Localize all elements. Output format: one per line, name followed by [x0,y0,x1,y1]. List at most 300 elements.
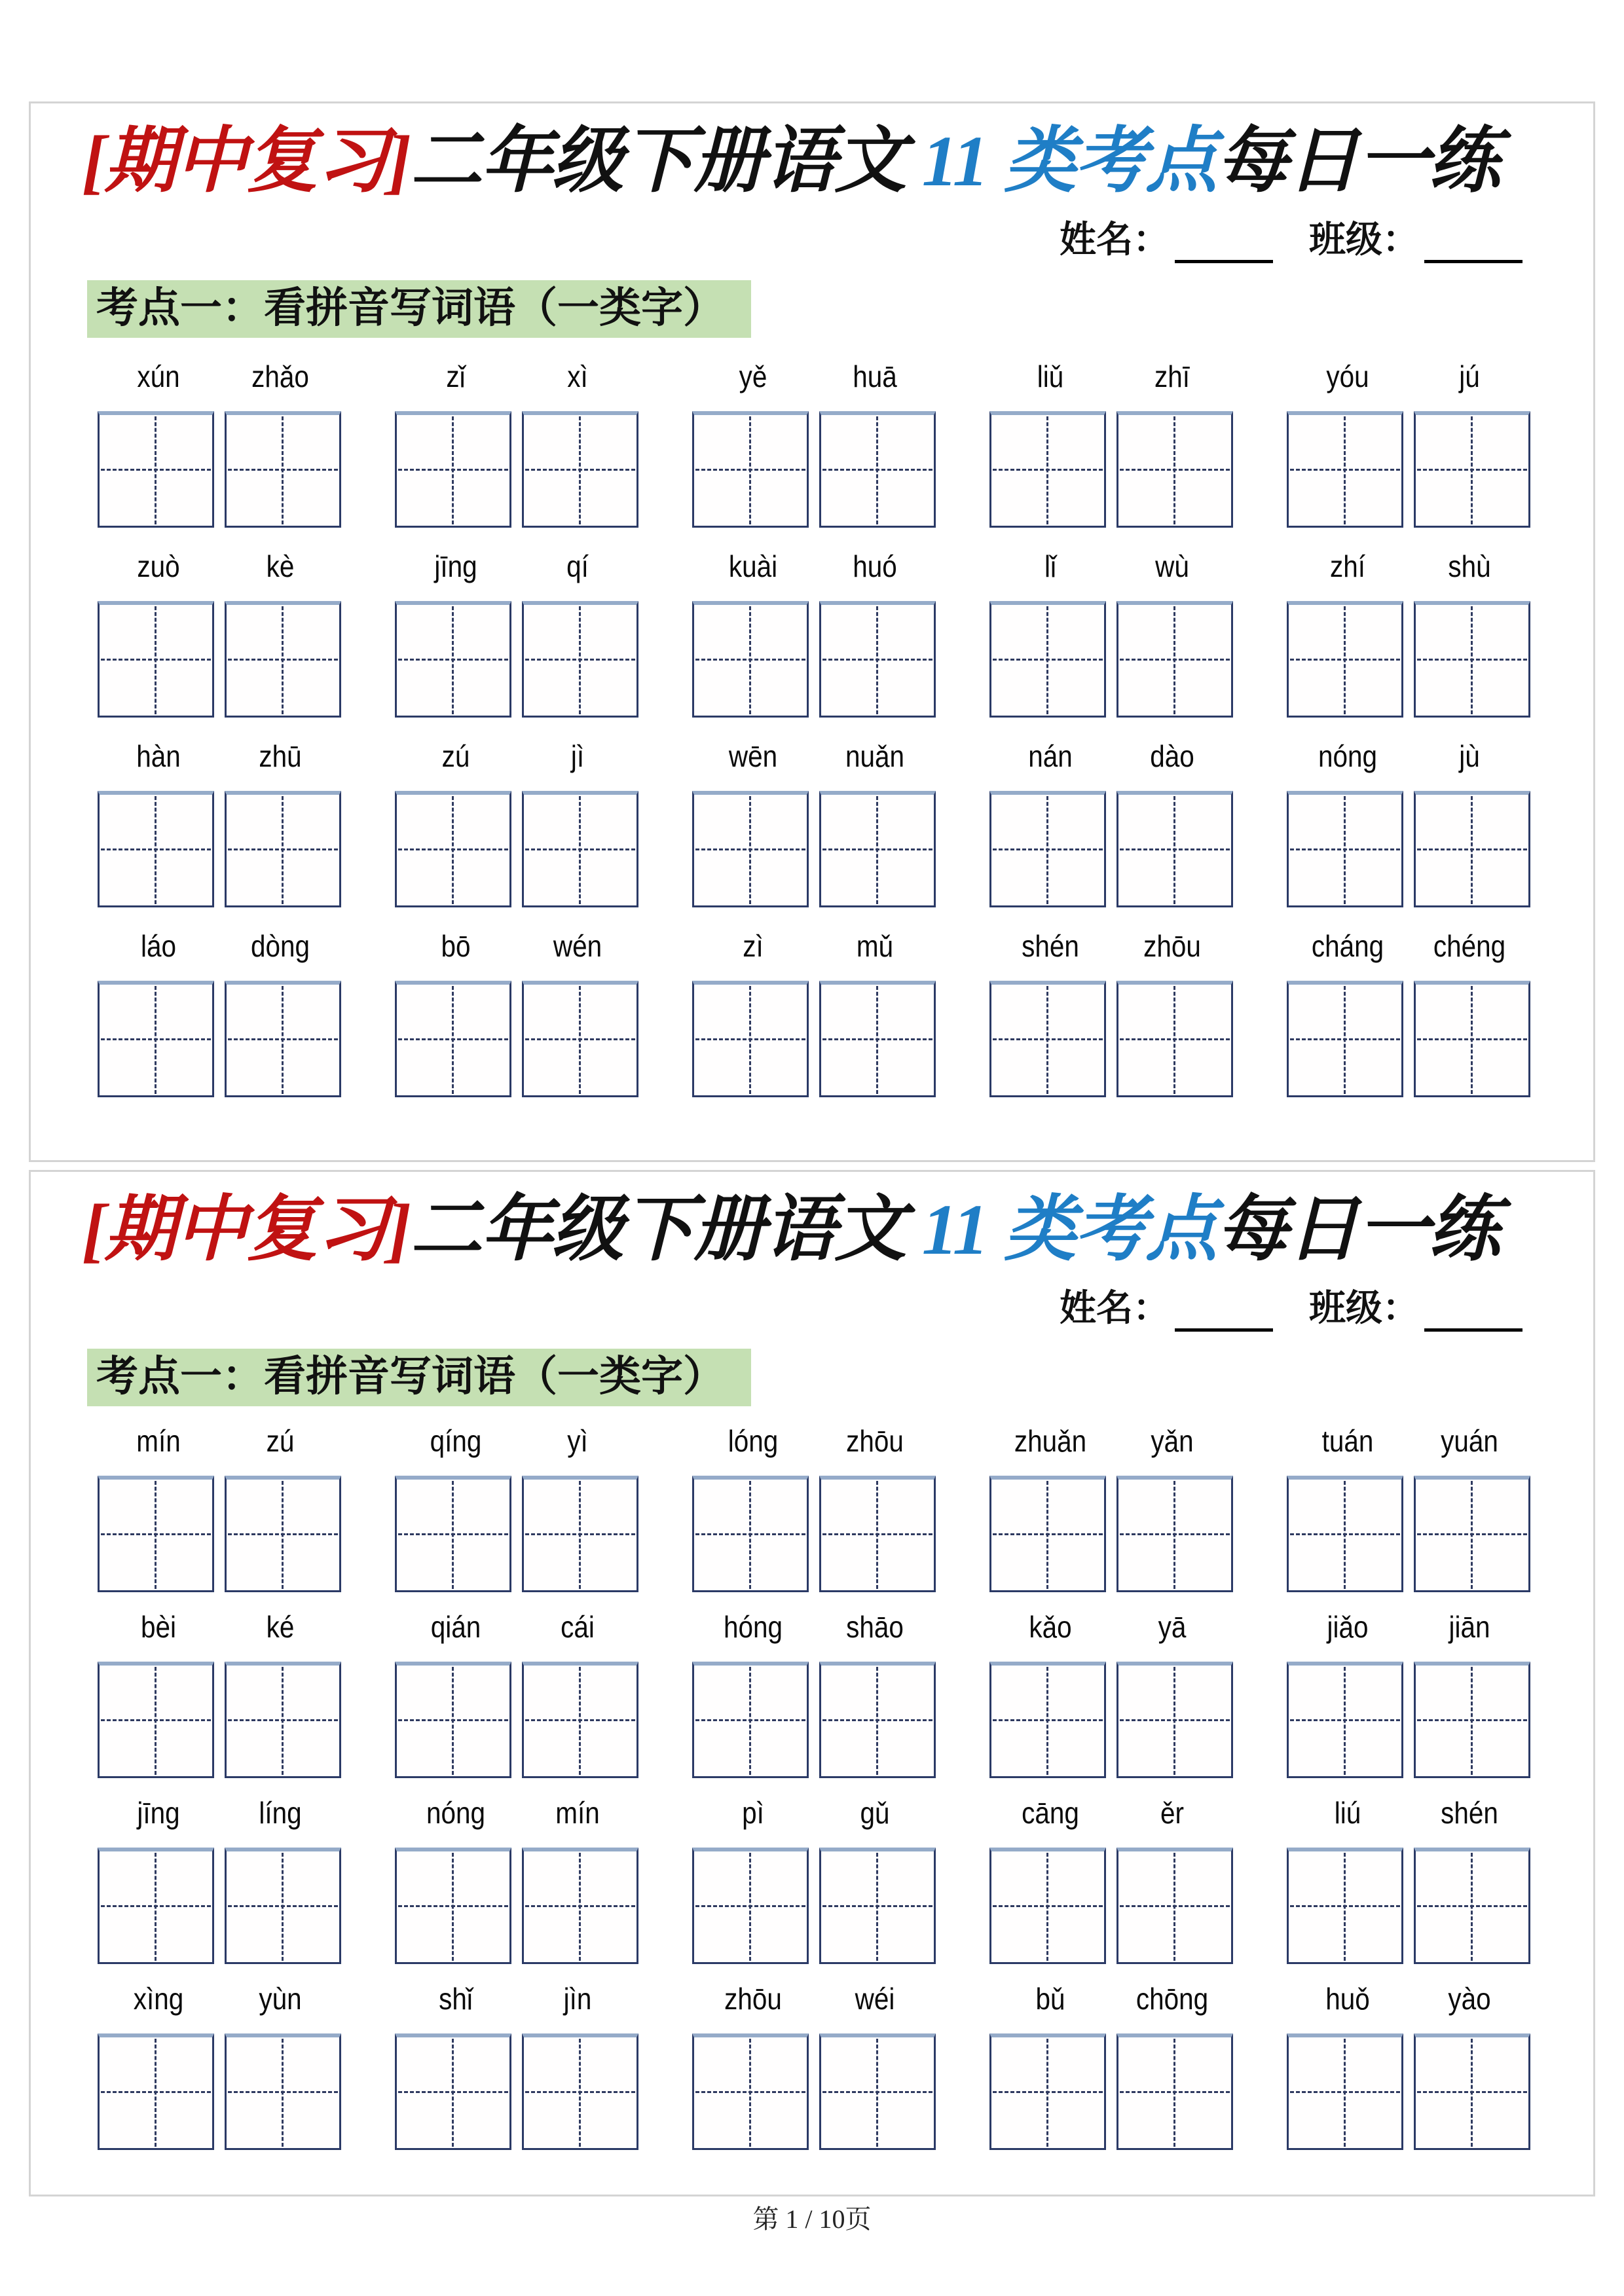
writing-grid-box[interactable] [1287,1476,1403,1592]
writing-grid-box[interactable] [1414,981,1530,1097]
writing-grid-box[interactable] [1287,2033,1403,2150]
title-topics-count: 11 类考点 [921,1190,1217,1269]
writing-grid-box[interactable] [1116,981,1233,1097]
page-number: 第 1 / 10页 [752,2204,872,2234]
writing-grid-box[interactable] [692,981,809,1097]
pinyin-syllable: shén [1022,928,1079,963]
word-pair [98,738,341,907]
name-blank[interactable] [1175,1290,1273,1332]
title-grade-text: 二年级下册语文 [410,121,922,201]
name-class-line [31,1279,1528,1332]
pinyin-pair [1287,359,1530,394]
writing-grid-box[interactable] [522,791,638,907]
writing-box-pair [692,2033,936,2150]
word-pair [692,1795,936,1964]
writing-grid-box[interactable] [395,981,511,1097]
pinyin-pair [1287,1795,1530,1831]
writing-grid-box[interactable] [692,791,809,907]
writing-grid-box[interactable] [395,1662,511,1778]
title-exam-tag: [期中复习] [82,121,411,201]
pinyin-syllable: shǐ [439,1981,473,2016]
writing-grid-box[interactable] [395,1848,511,1964]
word-pair [1287,1423,1530,1592]
pinyin-syllable: hàn [136,738,181,773]
writing-box-pair [989,791,1233,907]
word-pair [395,1795,638,1964]
writing-box-pair [989,411,1233,528]
pinyin-syllable: bèi [140,1609,177,1644]
word-pair [989,359,1233,528]
writing-grid-box[interactable] [1414,601,1530,718]
pinyin-syllable: yā [1158,1609,1187,1644]
writing-grid-box[interactable] [692,1848,809,1964]
pinyin-syllable: wēn [728,738,778,773]
word-pair [98,1795,341,1964]
word-pair [1287,738,1530,907]
pinyin-syllable: lóng [728,1423,779,1458]
word-pair [1287,1609,1530,1778]
worksheet-panel-1 [29,101,1595,1162]
writing-box-pair [692,791,936,907]
pinyin-grid-area [31,359,1593,1097]
pinyin-syllable: shāo [846,1609,904,1644]
writing-grid-box[interactable] [395,791,511,907]
pinyin-syllable: nóng [1318,738,1378,773]
writing-grid-box[interactable] [1116,2033,1233,2150]
word-pair [692,359,936,528]
word-pair [1287,549,1530,718]
word-pair [692,738,936,907]
word-row [31,1795,1593,1964]
class-blank[interactable] [1424,1290,1522,1332]
pinyin-syllable: jīng [137,1795,180,1830]
pinyin-syllable: zhuǎn [1014,1423,1087,1458]
title-daily-text: 每日一练 [1216,121,1500,201]
writing-box-pair [395,601,638,718]
writing-grid-box[interactable] [522,1476,638,1592]
writing-box-pair [989,1662,1233,1778]
title-daily-text: 每日一练 [1216,1190,1500,1269]
pinyin-syllable: yě [739,359,767,393]
pinyin-pair [692,1423,936,1459]
writing-grid-box[interactable] [692,1662,809,1778]
writing-box-pair [98,791,341,907]
writing-box-pair [395,791,638,907]
writing-box-pair [1287,1476,1530,1592]
pinyin-syllable: huǒ [1325,1981,1370,2016]
writing-box-pair [1287,411,1530,528]
pinyin-pair [395,1609,638,1645]
pinyin-pair [395,928,638,964]
pinyin-syllable: yì [567,1423,588,1458]
word-pair [395,928,638,1097]
writing-grid-box[interactable] [989,791,1106,907]
writing-grid-box[interactable] [1287,411,1403,528]
word-pair [395,738,638,907]
writing-box-pair [1287,1662,1530,1778]
pinyin-syllable: cāng [1022,1795,1079,1830]
writing-box-pair [989,601,1233,718]
writing-grid-box[interactable] [819,2033,936,2150]
writing-grid-box[interactable] [225,1848,341,1964]
pinyin-syllable: mǔ [856,928,894,963]
writing-grid-box[interactable] [692,2033,809,2150]
word-row [31,1609,1593,1778]
pinyin-syllable: liú [1334,1795,1361,1830]
word-pair [692,1609,936,1778]
writing-box-pair [989,1476,1233,1592]
writing-grid-box[interactable] [225,2033,341,2150]
name-blank[interactable] [1175,222,1273,263]
pinyin-pair [989,1423,1233,1459]
word-pair [98,928,341,1097]
pinyin-syllable: ěr [1160,1795,1184,1830]
class-blank[interactable] [1424,222,1522,263]
writing-grid-box[interactable] [1287,1848,1403,1964]
word-pair [989,1795,1233,1964]
writing-grid-box[interactable] [819,791,936,907]
word-pair [989,549,1233,718]
writing-box-pair [1287,2033,1530,2150]
word-pair [395,549,638,718]
writing-grid-box[interactable] [1414,1662,1530,1778]
pinyin-syllable: pì [742,1795,764,1830]
pinyin-syllable: cái [561,1609,595,1644]
writing-grid-box[interactable] [819,981,936,1097]
writing-grid-box[interactable] [225,1476,341,1592]
name-label: 姓名： [1060,219,1170,261]
pinyin-pair [395,359,638,394]
writing-grid-box[interactable] [1287,601,1403,718]
writing-grid-box[interactable] [225,981,341,1097]
writing-box-pair [98,1476,341,1592]
word-pair [98,549,341,718]
pinyin-syllable: zhī [1154,359,1190,393]
class-label: 班级： [1309,1288,1419,1329]
pinyin-syllable: kǎo [1029,1609,1072,1644]
pinyin-syllable: cháng [1311,928,1384,963]
pinyin-pair [1287,738,1530,774]
writing-grid-box[interactable] [1414,2033,1530,2150]
worksheet-panel-2 [29,1170,1595,2196]
writing-grid-box[interactable] [522,411,638,528]
writing-box-pair [692,1476,936,1592]
writing-grid-box[interactable] [1287,791,1403,907]
writing-box-pair [98,2033,341,2150]
pinyin-syllable: nán [1028,738,1073,773]
pinyin-syllable: zhōu [846,1423,904,1458]
pinyin-syllable: jìn [563,1981,592,2016]
pinyin-syllable: lǐ [1044,549,1056,583]
pinyin-syllable: tuán [1321,1423,1374,1458]
writing-grid-box[interactable] [98,1476,214,1592]
pinyin-syllable: gǔ [860,1795,890,1830]
pinyin-pair [692,738,936,774]
writing-grid-box[interactable] [522,1848,638,1964]
pinyin-syllable: zuò [137,549,180,583]
writing-grid-box[interactable] [989,1848,1106,1964]
section-header: 考点一：看拼音写词语（一类字） [87,1349,751,1406]
pinyin-syllable: shén [1441,1795,1498,1830]
writing-grid-box[interactable] [98,1848,214,1964]
writing-box-pair [395,411,638,528]
pinyin-pair [692,1981,936,2016]
pinyin-grid-area [31,1423,1593,2150]
writing-grid-box[interactable] [1414,1476,1530,1592]
pinyin-pair [989,549,1233,584]
word-row [31,928,1593,1097]
pinyin-syllable: qí [566,549,589,583]
word-pair [395,1423,638,1592]
word-pair [395,1981,638,2150]
writing-grid-box[interactable] [1116,791,1233,907]
pinyin-syllable: yào [1448,1981,1491,2016]
word-row [31,738,1593,907]
writing-box-pair [395,1848,638,1964]
name-label: 姓名： [1060,1288,1170,1329]
writing-box-pair [1287,1848,1530,1964]
word-pair [692,1981,936,2150]
pinyin-pair [692,1609,936,1645]
title-topics-count: 11 类考点 [921,121,1217,201]
writing-grid-box[interactable] [819,1662,936,1778]
pinyin-syllable: jiān [1449,1609,1490,1644]
writing-box-pair [98,601,341,718]
pinyin-syllable: shù [1448,549,1491,583]
word-pair [989,738,1233,907]
pinyin-pair [989,1795,1233,1831]
pinyin-syllable: mín [555,1795,600,1830]
pinyin-syllable: yùn [259,1981,302,2016]
writing-box-pair [692,601,936,718]
writing-grid-box[interactable] [819,601,936,718]
writing-grid-box[interactable] [692,411,809,528]
writing-box-pair [98,411,341,528]
writing-grid-box[interactable] [1414,1848,1530,1964]
pinyin-pair [692,1795,936,1831]
pinyin-syllable: xì [567,359,588,393]
writing-box-pair [1287,601,1530,718]
pinyin-syllable: huó [853,549,897,583]
pinyin-syllable: kuài [728,549,778,583]
pinyin-syllable: zǐ [446,359,466,393]
pinyin-syllable: nóng [426,1795,486,1830]
section-header: 考点一：看拼音写词语（一类字） [87,280,751,338]
pinyin-syllable: yóu [1326,359,1369,393]
pinyin-syllable: yǎn [1151,1423,1194,1458]
writing-grid-box[interactable] [989,2033,1106,2150]
pinyin-pair [98,549,341,584]
title-exam-tag: [期中复习] [82,1190,411,1269]
writing-grid-box[interactable] [98,2033,214,2150]
pinyin-pair [1287,1423,1530,1459]
pinyin-syllable: zì [743,928,764,963]
pinyin-syllable: jiǎo [1327,1609,1369,1644]
page-title [82,117,1580,207]
word-pair [1287,928,1530,1097]
pinyin-syllable: wén [553,928,602,963]
pinyin-syllable: láo [140,928,177,963]
writing-grid-box[interactable] [395,1476,511,1592]
class-label: 班级： [1309,219,1419,261]
writing-grid-box[interactable] [1116,1476,1233,1592]
pinyin-syllable: dòng [250,928,310,963]
word-pair [395,359,638,528]
pinyin-pair [1287,1609,1530,1645]
writing-grid-box[interactable] [1414,411,1530,528]
pinyin-pair [98,1609,341,1645]
pinyin-pair [98,359,341,394]
writing-grid-box[interactable] [989,1662,1106,1778]
writing-grid-box[interactable] [1287,1662,1403,1778]
pinyin-syllable: zhōu [1143,928,1201,963]
page-title [82,1185,1580,1275]
writing-grid-box[interactable] [989,981,1106,1097]
writing-grid-box[interactable] [989,601,1106,718]
writing-box-pair [98,1848,341,1964]
pinyin-pair [98,1795,341,1831]
writing-grid-box[interactable] [98,601,214,718]
pinyin-syllable: zhū [259,738,302,773]
writing-grid-box[interactable] [1287,981,1403,1097]
writing-grid-box[interactable] [98,411,214,528]
pinyin-syllable: qíng [430,1423,482,1458]
word-pair [98,359,341,528]
writing-box-pair [395,981,638,1097]
pinyin-pair [1287,928,1530,964]
writing-grid-box[interactable] [1116,601,1233,718]
word-row [31,1981,1593,2150]
pinyin-syllable: jīng [434,549,477,583]
word-row [31,549,1593,718]
writing-box-pair [395,1476,638,1592]
writing-box-pair [395,2033,638,2150]
word-pair [98,1609,341,1778]
writing-box-pair [692,981,936,1097]
word-pair [989,928,1233,1097]
pinyin-syllable: chōng [1135,1981,1209,2016]
writing-grid-box[interactable] [1116,1662,1233,1778]
writing-grid-box[interactable] [989,411,1106,528]
writing-box-pair [692,411,936,528]
writing-grid-box[interactable] [522,981,638,1097]
pinyin-syllable: zhí [1329,549,1366,583]
pinyin-pair [1287,549,1530,584]
pinyin-syllable: dào [1150,738,1194,773]
writing-grid-box[interactable] [98,791,214,907]
writing-grid-box[interactable] [692,1476,809,1592]
writing-box-pair [395,1662,638,1778]
word-pair [692,549,936,718]
word-pair [989,1981,1233,2150]
pinyin-pair [98,928,341,964]
pinyin-syllable: bō [441,928,471,963]
word-pair [1287,1795,1530,1964]
pinyin-pair [1287,1981,1530,2016]
word-pair [98,1423,341,1592]
pinyin-syllable: huā [853,359,897,393]
word-pair [692,928,936,1097]
writing-grid-box[interactable] [98,981,214,1097]
writing-grid-box[interactable] [225,601,341,718]
writing-grid-box[interactable] [98,1662,214,1778]
writing-grid-box[interactable] [819,1848,936,1964]
pinyin-pair [98,1981,341,2016]
writing-grid-box[interactable] [225,411,341,528]
pinyin-syllable: nuǎn [845,738,905,773]
pinyin-syllable: chéng [1433,928,1506,963]
writing-box-pair [98,1662,341,1778]
writing-grid-box[interactable] [819,1476,936,1592]
writing-grid-box[interactable] [522,2033,638,2150]
writing-box-pair [98,981,341,1097]
pinyin-syllable: zhōu [724,1981,782,2016]
writing-box-pair [989,981,1233,1097]
word-pair [989,1609,1233,1778]
pinyin-syllable: bǔ [1035,1981,1065,2016]
writing-grid-box[interactable] [395,2033,511,2150]
writing-grid-box[interactable] [395,411,511,528]
pinyin-syllable: qián [430,1609,481,1644]
name-class-line [31,211,1528,263]
pinyin-pair [395,549,638,584]
pinyin-syllable: yuán [1441,1423,1498,1458]
pinyin-syllable: mín [136,1423,181,1458]
title-grade-text: 二年级下册语文 [410,1190,922,1269]
word-pair [692,1423,936,1592]
word-pair [1287,1981,1530,2150]
writing-grid-box[interactable] [692,601,809,718]
word-pair [989,1423,1233,1592]
writing-box-pair [692,1662,936,1778]
writing-grid-box[interactable] [819,411,936,528]
word-row [31,359,1593,528]
writing-grid-box[interactable] [225,791,341,907]
pinyin-syllable: liǔ [1037,359,1064,393]
writing-grid-box[interactable] [989,1476,1106,1592]
pinyin-syllable: jì [570,738,585,773]
pinyin-syllable: zú [441,738,470,773]
pinyin-syllable: ké [266,1609,295,1644]
pinyin-syllable: jù [1459,738,1480,773]
pinyin-pair [98,738,341,774]
pinyin-pair [989,928,1233,964]
writing-grid-box[interactable] [225,1662,341,1778]
pinyin-pair [98,1423,341,1459]
pinyin-pair [989,1609,1233,1645]
pinyin-pair [989,359,1233,394]
writing-grid-box[interactable] [1116,411,1233,528]
pinyin-pair [692,549,936,584]
writing-grid-box[interactable] [522,601,638,718]
pinyin-pair [395,1423,638,1459]
pinyin-pair [989,1981,1233,2016]
pinyin-syllable: wù [1155,549,1189,583]
writing-grid-box[interactable] [395,601,511,718]
writing-grid-box[interactable] [1414,791,1530,907]
word-pair [395,1609,638,1778]
writing-box-pair [1287,791,1530,907]
writing-grid-box[interactable] [522,1662,638,1778]
writing-grid-box[interactable] [1116,1848,1233,1964]
pinyin-syllable: xún [137,359,180,393]
writing-box-pair [692,1848,936,1964]
pinyin-pair [692,928,936,964]
writing-box-pair [989,2033,1233,2150]
writing-box-pair [1287,981,1530,1097]
word-pair [98,1981,341,2150]
word-row [31,1423,1593,1592]
